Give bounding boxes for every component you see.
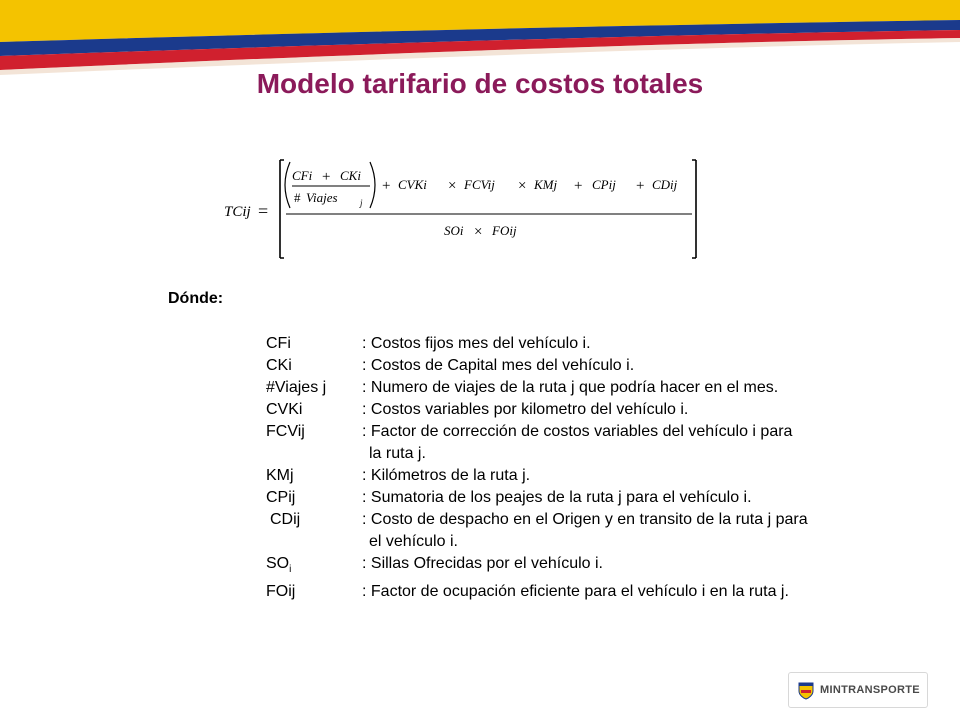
definition-term-subscript: i bbox=[289, 564, 292, 576]
formula-left-bracket bbox=[280, 160, 284, 258]
page-title: Modelo tarifario de costos totales bbox=[256, 68, 704, 99]
definition-term: CDij bbox=[270, 511, 301, 528]
definition-desc: : Costos de Capital mes del vehículo i. bbox=[362, 357, 635, 374]
numerator-term-fcvij: FCVij bbox=[464, 177, 495, 192]
definition-desc: : Numero de viajes de la ruta j que podría hacer en el mes. bbox=[362, 379, 779, 396]
formula-left-paren bbox=[285, 162, 290, 208]
paren-top-term-1: CFi bbox=[292, 168, 313, 183]
definition-desc: : Costos fijos mes del vehículo i. bbox=[362, 335, 591, 352]
definition-row bbox=[266, 399, 889, 421]
paren-bottom-sub: j bbox=[360, 198, 363, 208]
definition-desc: : Sumatoria de los peajes de la ruta j para el vehículo i. bbox=[362, 489, 752, 506]
definition-desc: : Kilómetros de la ruta j. bbox=[362, 467, 531, 484]
definitions-list bbox=[266, 333, 889, 603]
definition-desc: : Costo de despacho en el Origen y en transito de la ruta j para bbox=[362, 511, 808, 528]
definitions-heading: Dónde: bbox=[168, 290, 224, 307]
definition-row bbox=[266, 487, 889, 509]
numerator-term-cpij: CPij bbox=[592, 177, 616, 192]
colombia-coat-of-arms-icon bbox=[797, 680, 815, 700]
definition-row bbox=[266, 421, 889, 443]
definition-row bbox=[266, 355, 889, 377]
paren-bottom-term: Viajes bbox=[306, 190, 338, 205]
formula-right-bracket bbox=[692, 160, 696, 258]
paren-bottom-hash: # bbox=[294, 190, 301, 205]
denominator-times: × bbox=[474, 224, 483, 240]
definition-row-continuation bbox=[266, 443, 889, 465]
definition-term: FOij bbox=[266, 583, 296, 601]
definition-term-main: SO bbox=[266, 555, 290, 572]
definition-row bbox=[266, 581, 889, 603]
definition-term: CPij bbox=[266, 489, 296, 506]
definition-row bbox=[266, 465, 889, 487]
definition-row bbox=[266, 333, 889, 355]
definition-desc: : Factor de corrección de costos variables del vehículo i para bbox=[362, 423, 793, 440]
numerator-times: × bbox=[448, 178, 457, 194]
numerator-plus-2: + bbox=[574, 178, 583, 194]
definition-term bbox=[266, 553, 362, 581]
denominator-term-soi: SOi bbox=[444, 223, 464, 238]
definition-desc: : Sillas Ofrecidas por el vehículo i. bbox=[362, 555, 603, 572]
tariff-formula bbox=[200, 140, 710, 265]
numerator-times-2: × bbox=[518, 178, 527, 194]
definition-row bbox=[266, 509, 889, 531]
definition-term: KMj bbox=[266, 467, 294, 484]
definition-term: CFi bbox=[266, 335, 291, 352]
definition-desc: : Costos variables por kilometro del vehículo i. bbox=[362, 401, 689, 418]
formula-equals: = bbox=[258, 201, 269, 221]
paren-top-term-2: CKi bbox=[340, 168, 361, 183]
definition-term: FCVij bbox=[266, 423, 305, 440]
definition-row bbox=[266, 377, 889, 399]
logo-text: MINTRANSPORTE bbox=[820, 684, 920, 696]
definition-row-continuation bbox=[266, 531, 889, 553]
numerator-term-cdij: CDij bbox=[652, 177, 678, 192]
definition-desc-continuation: la ruta j. bbox=[369, 445, 426, 462]
definition-term: CKi bbox=[266, 357, 292, 374]
header-flag-band bbox=[0, 0, 960, 75]
definition-term: CVKi bbox=[266, 401, 303, 418]
definition-term: #Viajes j bbox=[266, 379, 327, 396]
numerator-term-cvki: CVKi bbox=[398, 177, 427, 192]
numerator-term-kmj: KMj bbox=[534, 177, 558, 192]
formula-right-paren bbox=[370, 162, 375, 208]
definition-row bbox=[266, 553, 889, 581]
numerator-plus-3: + bbox=[636, 178, 645, 194]
paren-top-plus: + bbox=[322, 169, 331, 185]
definition-desc-continuation: el vehículo i. bbox=[369, 533, 458, 550]
mintransporte-logo bbox=[788, 672, 928, 708]
formula-lhs: TCij bbox=[224, 204, 251, 220]
numerator-plus-1: + bbox=[382, 178, 391, 194]
definition-desc: : Factor de ocupación eficiente para el vehículo i en la ruta j. bbox=[362, 583, 789, 601]
denominator-term-foij: FOij bbox=[492, 223, 517, 238]
